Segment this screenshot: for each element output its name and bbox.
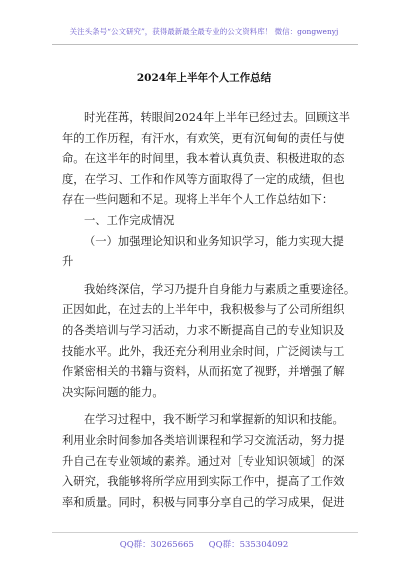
- paragraph-line: 入研究，我能够将所学应用到实际工作中，提高了工作效: [62, 475, 345, 489]
- paragraph-line: 正因如此，在过去的上半年中，我积极参与了公司所组织: [62, 303, 345, 317]
- footer-contact: [0, 538, 408, 550]
- paragraph-line: 作紧密相关的书籍与资料，从而拓宽了视野，并增强了解: [62, 365, 345, 379]
- section-heading: 一、工作完成情况: [84, 213, 175, 227]
- header-divider: [52, 44, 358, 45]
- paragraph-line: 年的工作历程，有汗水，有欢笑，更有沉甸甸的责任与使: [62, 131, 345, 145]
- paragraph-line: 升自己在专业领域的素养。通过对［专业知识领域］的深: [62, 454, 345, 468]
- paragraph-line: 时光荏苒，转眼间2024年上半年已经过去。回顾这半: [84, 111, 350, 124]
- subsection-heading-continuation: 升: [62, 255, 74, 269]
- paragraph-line: 的各类培训与学习活动，力求不断提高自己的专业知识及: [62, 323, 345, 337]
- qq-group-2: QQ群：535304092: [208, 540, 289, 550]
- paragraph-line: 利用业余时间参加各类培训课程和学习交流活动，努力提: [62, 433, 345, 447]
- paragraph-line: 度，在学习、工作和作风等方面取得了一定的成绩，但也: [62, 172, 345, 186]
- paragraph-line: 在学习过程中，我不断学习和掌握新的知识和技能。: [84, 413, 344, 427]
- paragraph-line: 技能水平。此外，我还充分利用业余时间，广泛阅读与工: [62, 344, 345, 358]
- document-title: 2024年上半年个人工作总结: [136, 72, 272, 84]
- paragraph-line: 命。在这半年的时间里，我本着认真负责、积极进取的态: [62, 152, 345, 166]
- qq-group-1: QQ群：30265665: [119, 540, 194, 550]
- document-body: [62, 108, 362, 513]
- footer-divider: [52, 532, 358, 533]
- paragraph-line: 率和质量。同时，积极与同事分享自己的学习成果，促进: [62, 495, 345, 509]
- paragraph-line: 我始终深信，学习乃提升自身能力与素质之重要途径。: [84, 282, 356, 296]
- subsection-heading: （一）加强理论知识和业务知识学习，能力实现大提: [84, 234, 344, 248]
- paragraph-line: 决实际问题的能力。: [62, 385, 164, 399]
- paragraph-line: 存在一些问题和不足。现将上半年个人工作总结如下：: [62, 193, 334, 207]
- header-banner: 关注头条号“公文研究”，获得最新最全最专业的公文资料库！ 微信：gongwenyj: [69, 27, 339, 36]
